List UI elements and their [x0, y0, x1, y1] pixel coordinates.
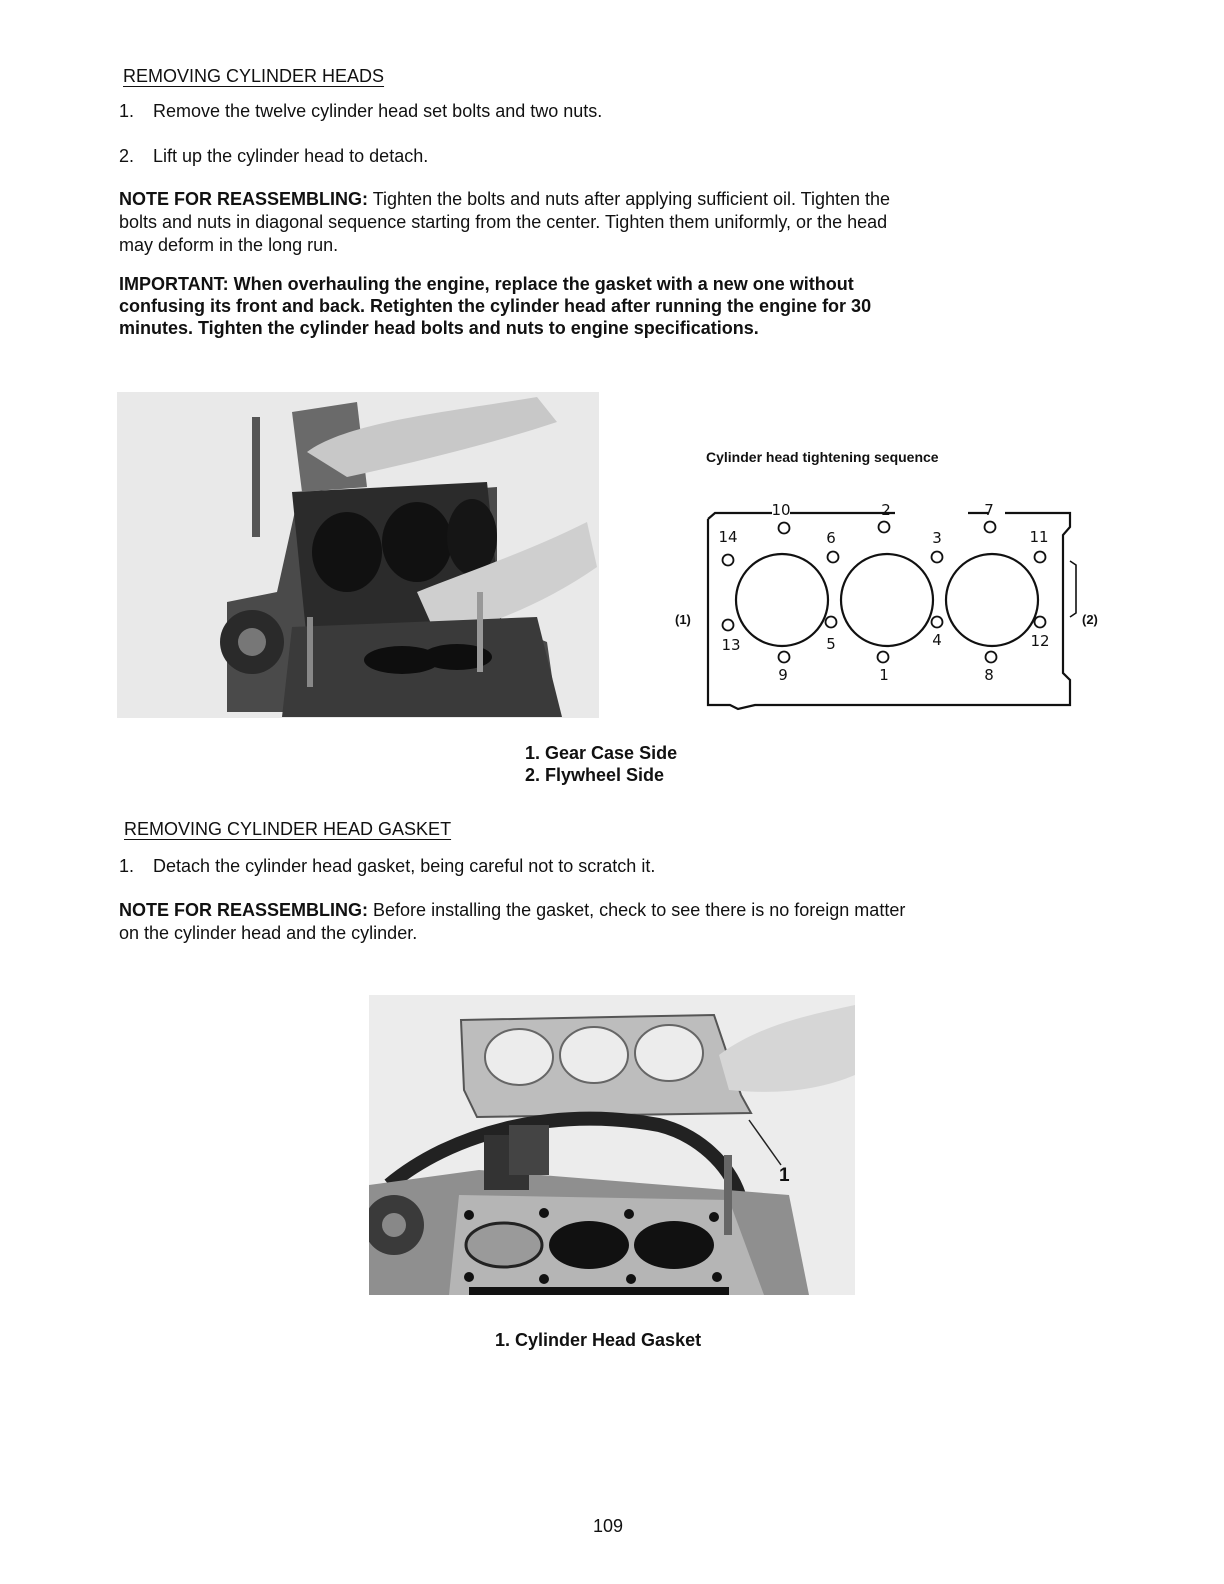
step-number: 1. — [119, 101, 135, 121]
bolt-holes — [723, 522, 1049, 663]
note-line: may deform in the long run. — [119, 235, 339, 255]
step-1 — [119, 100, 602, 123]
note-line: Tighten the bolts and nuts after applying sufficient oil. Tighten the — [372, 189, 891, 209]
note-line: Before installing the gasket, check to see there is no foreign matter — [373, 900, 906, 920]
photo-cylinder-head-gasket — [369, 995, 855, 1295]
photo-removing-cylinder-head — [117, 392, 599, 718]
section-heading-removing-cylinder-head-gasket: REMOVING CYLINDER HEAD GASKET — [124, 819, 452, 839]
step-text: Lift up the cylinder head to detach. — [153, 146, 429, 166]
figure-1-captions — [525, 742, 677, 786]
caption-line: 2. Flywheel Side — [525, 765, 665, 785]
gasket-photo-illustration — [369, 995, 855, 1295]
gasket-callout-number: 1 — [779, 1165, 790, 1186]
note-for-reassembling — [119, 188, 1119, 257]
important-line: IMPORTANT: When overhauling the engine, replace the gasket with a new one without — [119, 274, 854, 294]
note-line: bolts and nuts in diagonal sequence starting from the center. Tighten them uniformly, or the head — [119, 212, 888, 232]
bolt-label: 7 — [984, 501, 994, 519]
step-2 — [119, 145, 428, 168]
diagram-label-gear-case-side: (1) — [675, 612, 691, 627]
diagram-label-flywheel-side: (2) — [1082, 612, 1098, 627]
bolt-label: 4 — [932, 631, 942, 649]
step-text: Detach the cylinder head gasket, being careful not to scratch it. — [153, 856, 656, 876]
bolt-label: 6 — [826, 529, 836, 547]
bolt-label: 13 — [721, 636, 741, 654]
note-label: NOTE FOR REASSEMBLING: — [119, 189, 369, 209]
step-number: 2. — [119, 146, 135, 166]
tightening-sequence-diagram — [700, 495, 1080, 720]
step-number: 1. — [119, 856, 135, 876]
bolt-label: 1 — [879, 666, 889, 684]
engine-photo-illustration — [117, 392, 599, 718]
step-text: Remove the twelve cylinder head set bolts and two nuts. — [153, 101, 603, 121]
page-number: 109 — [593, 1516, 624, 1536]
note-line: on the cylinder head and the cylinder. — [119, 923, 418, 943]
bolt-label: 14 — [718, 528, 738, 546]
important-line: confusing its front and back. Retighten the cylinder head after running the engine for 30 — [119, 296, 872, 316]
gasket-step-1 — [119, 855, 655, 878]
bolt-label: 9 — [778, 666, 788, 684]
important-line: minutes. Tighten the cylinder head bolts and nuts to engine specifications. — [119, 318, 759, 338]
bolt-label: 11 — [1029, 528, 1049, 546]
figure-2-caption: 1. Cylinder Head Gasket — [495, 1330, 702, 1350]
bolt-label: 12 — [1030, 632, 1050, 650]
bolt-label: 8 — [984, 666, 994, 684]
section-heading-removing-cylinder-heads: REMOVING CYLINDER HEADS — [123, 66, 385, 86]
bolt-label: 3 — [932, 529, 942, 547]
bolt-label: 10 — [771, 501, 791, 519]
important-notice — [119, 273, 1119, 339]
caption-line: 1. Gear Case Side — [525, 743, 678, 763]
note-label: NOTE FOR REASSEMBLING: — [119, 900, 369, 920]
diagram-title: Cylinder head tightening sequence — [706, 449, 939, 465]
gasket-note-for-reassembling — [119, 899, 1119, 945]
bolt-label: 2 — [881, 501, 891, 519]
bolt-label: 5 — [826, 635, 836, 653]
